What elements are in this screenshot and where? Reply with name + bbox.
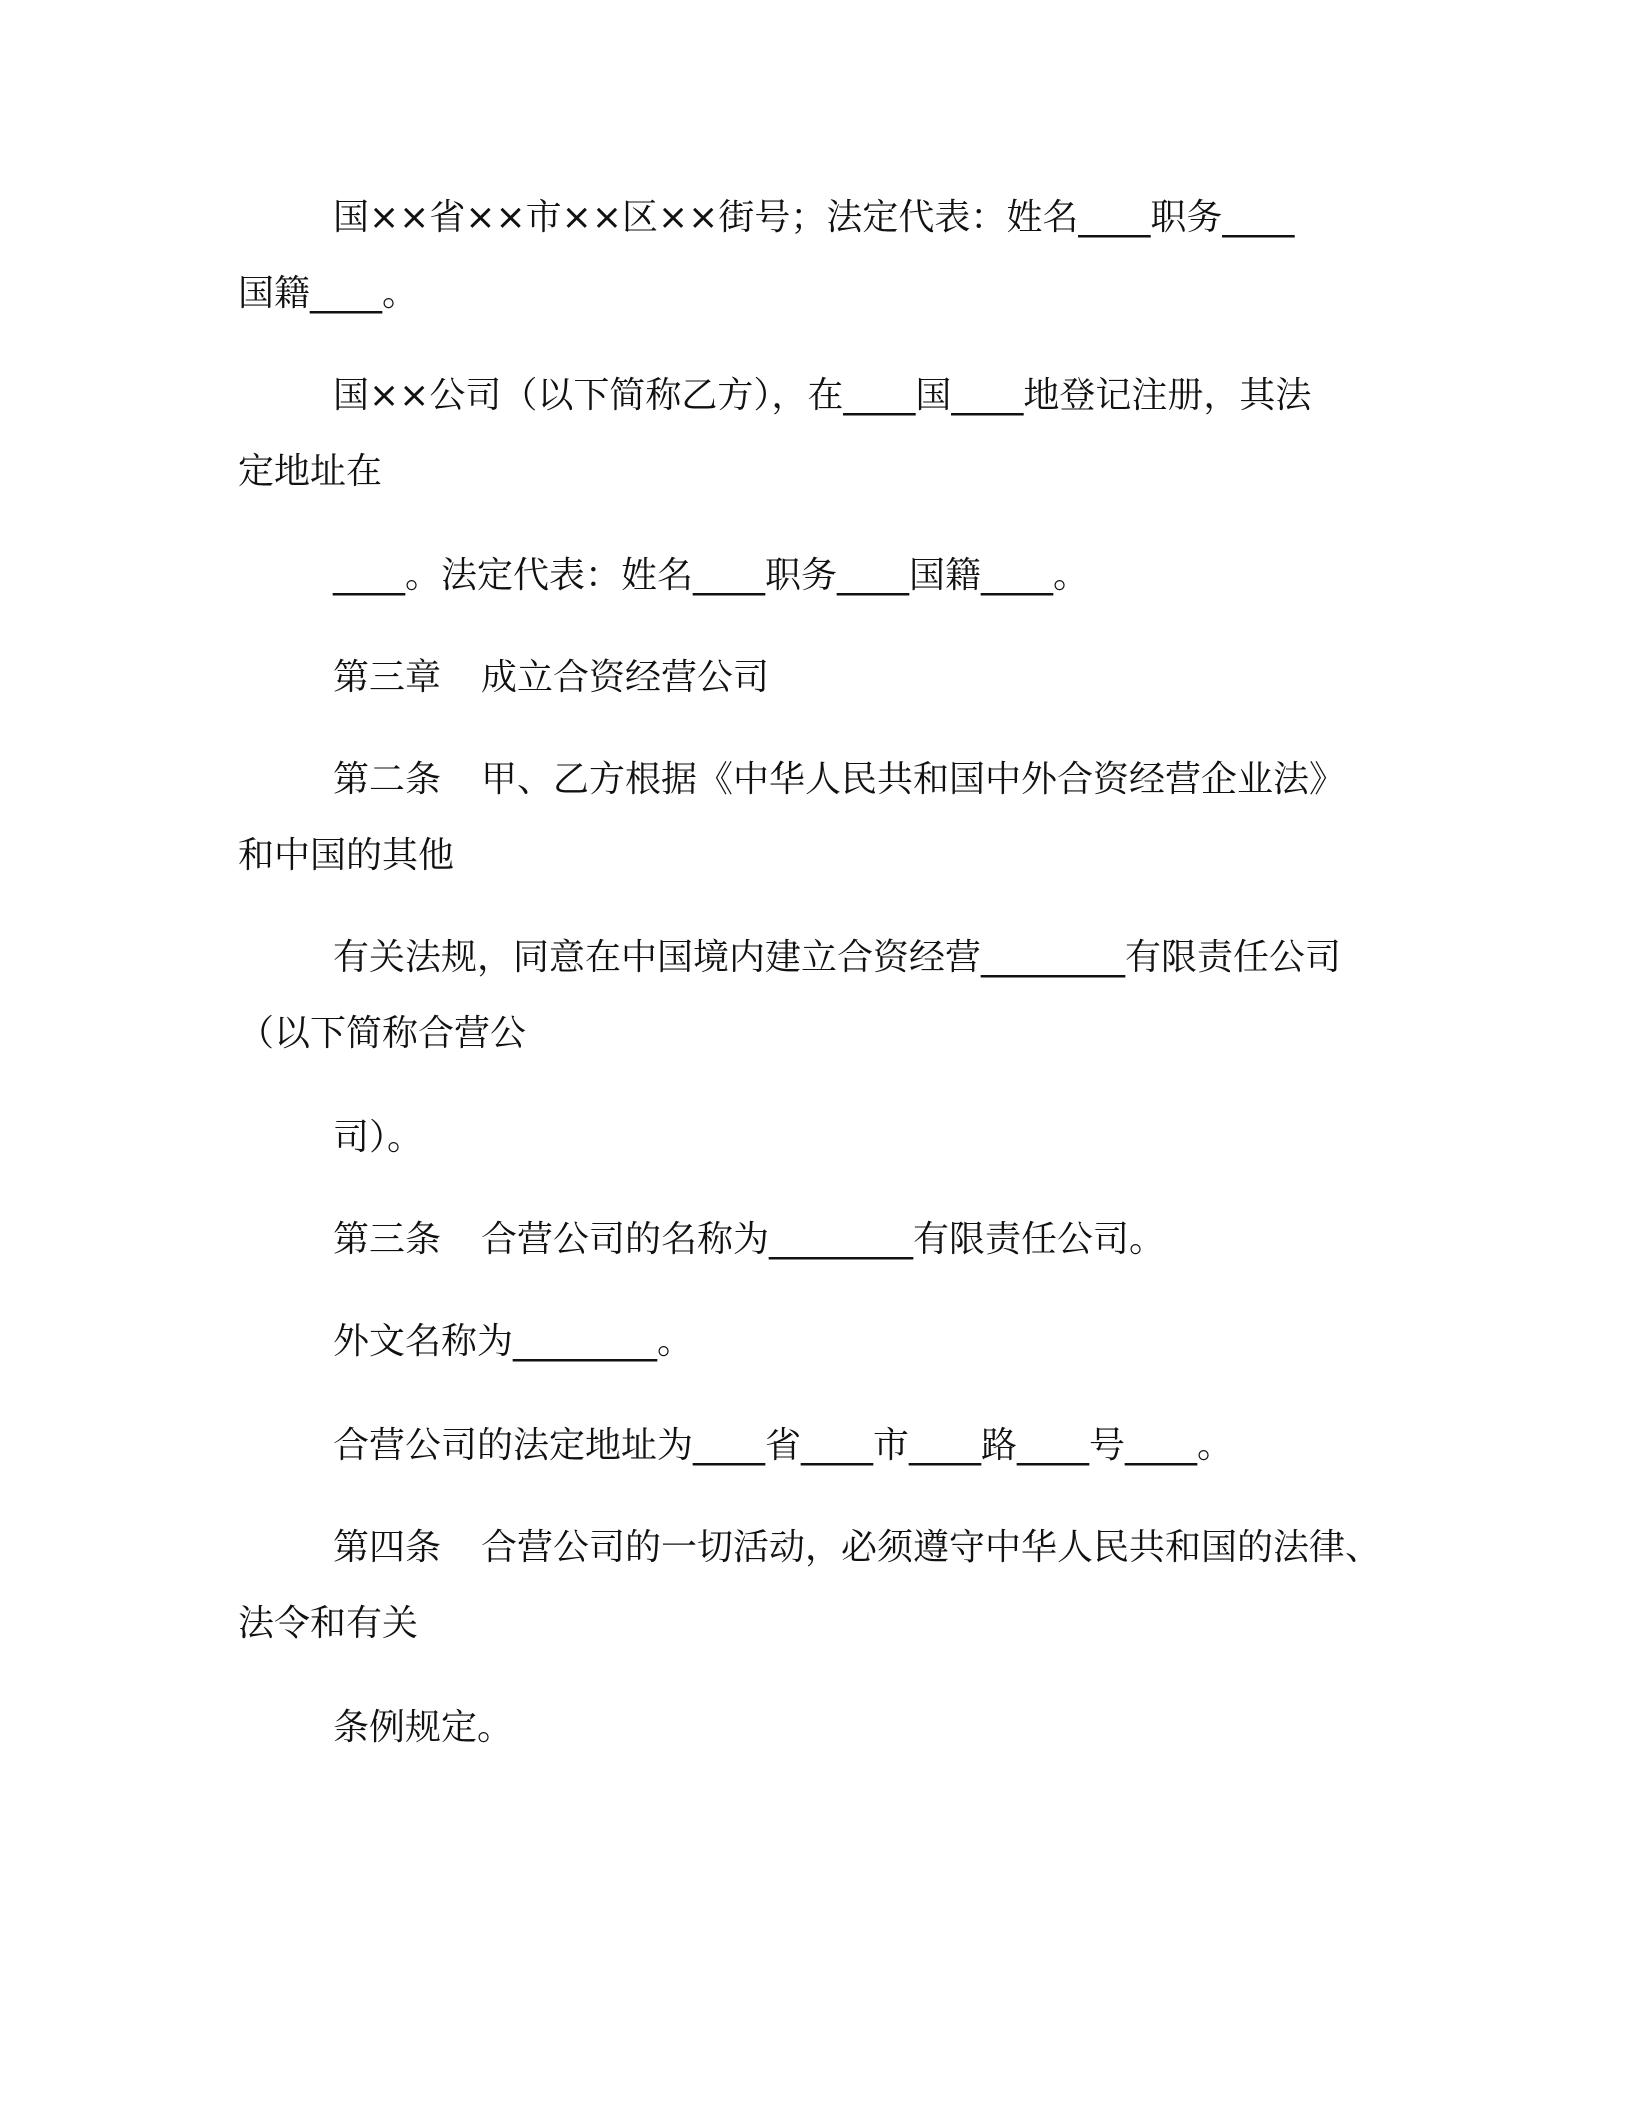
article-number: 第三条 bbox=[333, 1219, 442, 1260]
line-text: 合营公司的法定地址为____省____市____路____号____。 bbox=[333, 1425, 1234, 1466]
line-text: 甲、乙方根据《中华人民共和国中外合资经营企业法》 bbox=[481, 759, 1346, 800]
line-text: 有关法规，同意在中国境内建立合资经营________有限责任公司 bbox=[333, 937, 1342, 978]
line-text: 和中国的其他 bbox=[238, 835, 455, 876]
article-number: 第四条 bbox=[333, 1527, 442, 1568]
line-text: 法令和有关 bbox=[238, 1603, 419, 1644]
article-3-line-2 bbox=[333, 1320, 693, 1364]
line-text: （以下简称合营公 bbox=[238, 1013, 527, 1054]
article-2-line-1 bbox=[333, 758, 1345, 802]
line-text: 国籍____。 bbox=[238, 273, 419, 314]
line-text: 合营公司的名称为________有限责任公司。 bbox=[481, 1219, 1166, 1260]
article-2-line-4 bbox=[238, 1012, 526, 1056]
article-4-line-2 bbox=[238, 1602, 418, 1646]
line-text: 合营公司的一切活动，必须遵守中华人民共和国的法律、 bbox=[481, 1527, 1382, 1568]
line-text: 国××公司（以下简称乙方），在____国____地登记注册，其法 bbox=[333, 375, 1312, 416]
text-line-2 bbox=[238, 272, 418, 316]
article-4-line-3 bbox=[333, 1706, 513, 1750]
text-line-4 bbox=[238, 450, 382, 494]
text-line-3 bbox=[333, 374, 1311, 418]
line-text: ____。法定代表：姓名____职务____国籍____。 bbox=[333, 555, 1090, 596]
chapter-heading bbox=[333, 656, 769, 700]
article-2-line-2 bbox=[238, 834, 454, 878]
line-text: 成立合资经营公司 bbox=[481, 657, 770, 698]
line-text: 定地址在 bbox=[238, 451, 383, 492]
line-text: 条例规定。 bbox=[333, 1707, 514, 1748]
article-number: 第二条 bbox=[333, 759, 442, 800]
article-4-line-1 bbox=[333, 1526, 1381, 1570]
article-3-line-1 bbox=[333, 1218, 1165, 1262]
text-line-1 bbox=[333, 196, 1294, 240]
line-text: 司）。 bbox=[333, 1117, 424, 1158]
line-text: 国××省××市××区××街号；法定代表：姓名____职务____ bbox=[333, 197, 1295, 238]
text-line-5 bbox=[333, 554, 1089, 598]
article-2-line-3 bbox=[333, 936, 1341, 980]
line-text: 外文名称为________。 bbox=[333, 1321, 694, 1362]
article-3-line-3 bbox=[333, 1424, 1233, 1468]
article-2-line-5 bbox=[333, 1116, 423, 1160]
article-number: 第三章 bbox=[333, 657, 442, 698]
